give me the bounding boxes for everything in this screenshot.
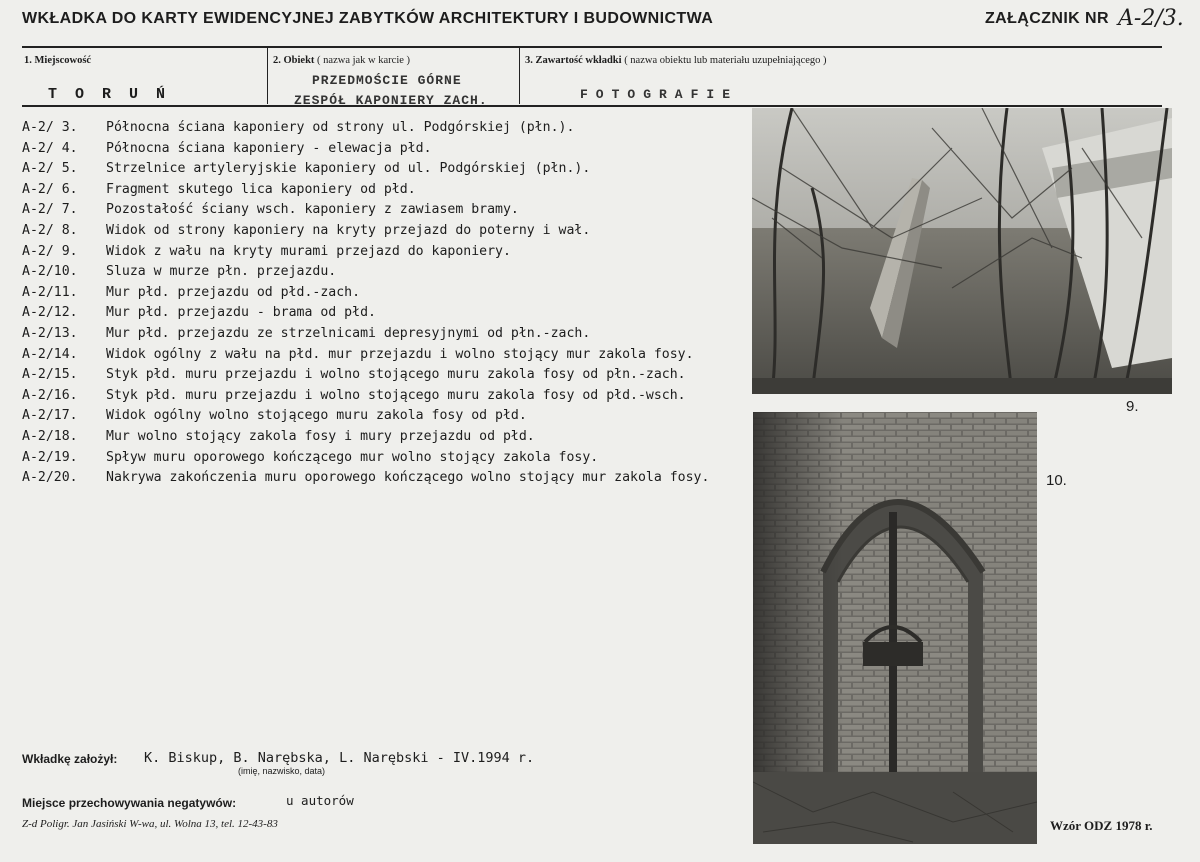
caption-entry xyxy=(22,365,747,386)
caption-text: Mur płd. przejazdu - brama od płd. xyxy=(106,305,376,321)
caption-text: Widok z wału na kryty murami przejazd do kaponiery. xyxy=(106,243,511,259)
caption-code: A-2/17. xyxy=(22,408,78,424)
caption-entry xyxy=(22,406,747,427)
negatives-label: Miejsce przechowywania negatywów: xyxy=(22,796,237,810)
caption-code: A-2/16. xyxy=(22,387,78,403)
caption-text: Widok od strony kaponiery na kryty przejazd do poterny i wał. xyxy=(106,222,591,238)
caption-text: Północna ściana kaponiery od strony ul. Podgórskiej (płn.). xyxy=(106,120,575,135)
caption-text: Północna ściana kaponiery - elewacja płd. xyxy=(106,140,432,156)
object-value-line1: PRZEDMOŚCIE GÓRNE xyxy=(312,73,462,88)
attachment-number: A-2/3. xyxy=(1118,6,1184,31)
author-hint: (imię, nazwisko, data) xyxy=(238,766,326,776)
caption-code: A-2/14. xyxy=(22,346,78,362)
caption-code: A-2/ 4. xyxy=(22,140,78,156)
caption-entry xyxy=(22,180,747,201)
caption-code: A-2/10. xyxy=(22,264,78,280)
author-value: K. Biskup, B. Narębska, L. Narębski - IV.1994 r. xyxy=(144,750,535,766)
printer-note: Z-d Poligr. Jan Jasiński W-wa, ul. Wolna 13, tel. 12-43-83 xyxy=(22,818,278,830)
caption-entry xyxy=(22,283,747,304)
caption-text: Mur wolno stojący zakola fosy i mury przejazdu od płd. xyxy=(106,428,535,444)
caption-entry xyxy=(22,448,747,469)
field-divider-2 xyxy=(519,48,520,104)
negatives-value: u autorów xyxy=(286,793,354,808)
caption-entry xyxy=(22,118,747,139)
object-label: 2. Obiekt ( nazwa jak w karcie ) xyxy=(273,55,411,66)
content-label: 3. Zawartość wkładki ( nazwa obiektu lub materiału uzupełniającego ) xyxy=(525,55,827,66)
field-divider-1 xyxy=(267,48,268,104)
caption-text: Spływ muru oporowego kończącego mur wolno stojący zakola fosy. xyxy=(106,449,599,465)
caption-code: A-2/ 3. xyxy=(22,120,78,135)
caption-text: Nakrywa zakończenia muru oporowego kończącego wolno stojący mur zakola fosy. xyxy=(106,470,710,486)
content-value: FOTOGRAFIE xyxy=(580,87,739,102)
photo-9-number: 9. xyxy=(1126,398,1139,415)
place-label: 1. Miejscowość xyxy=(24,55,92,66)
caption-entry xyxy=(22,200,747,221)
caption-entry xyxy=(22,303,747,324)
caption-code: A-2/ 5. xyxy=(22,161,78,177)
caption-text: Mur płd. przejazdu od płd.-zach. xyxy=(106,284,361,300)
caption-entry xyxy=(22,345,747,366)
caption-code: A-2/18. xyxy=(22,428,78,444)
photo-10-number: 10. xyxy=(1046,472,1067,489)
fields-bottom-rule xyxy=(22,105,1162,107)
caption-entry xyxy=(22,324,747,345)
caption-entry xyxy=(22,159,747,180)
caption-entry xyxy=(22,468,747,489)
caption-code: A-2/ 6. xyxy=(22,181,78,197)
caption-code: A-2/19. xyxy=(22,449,78,465)
caption-code: A-2/13. xyxy=(22,325,78,341)
caption-text: Styk płd. muru przejazdu i wolno stojącego muru zakola fosy od płn.-zach. xyxy=(106,367,686,383)
place-value: TORUŃ xyxy=(48,86,184,103)
caption-text: Fragment skutego lica kaponiery od płd. xyxy=(106,181,416,197)
caption-entry xyxy=(22,427,747,448)
caption-code: A-2/11. xyxy=(22,284,78,300)
form-title: WKŁADKA DO KARTY EWIDENCYJNEJ ZABYTKÓW ARCHITEKTURY I BUDOWNICTWA xyxy=(22,10,714,27)
caption-text: Strzelnice artyleryjskie kaponiery od ul. Podgórskiej (płn.). xyxy=(106,161,591,177)
caption-entry xyxy=(22,262,747,283)
caption-code: A-2/ 7. xyxy=(22,202,78,218)
photo-9 xyxy=(752,108,1172,394)
caption-code: A-2/12. xyxy=(22,305,78,321)
caption-code: A-2/ 9. xyxy=(22,243,78,259)
photo-10 xyxy=(753,412,1037,844)
caption-code: A-2/ 8. xyxy=(22,222,78,238)
caption-text: Pozostałość ściany wsch. kaponiery z zawiasem bramy. xyxy=(106,202,519,218)
photo-caption-list xyxy=(22,118,747,489)
caption-entry xyxy=(22,386,747,407)
form-model: Wzór ODZ 1978 r. xyxy=(1050,818,1153,833)
caption-code: A-2/15. xyxy=(22,367,78,383)
header-rule xyxy=(22,46,1162,48)
caption-text: Sluza w murze płn. przejazdu. xyxy=(106,264,337,280)
attachment-label: ZAŁĄCZNIK NR xyxy=(985,10,1109,27)
caption-text: Widok ogólny z wału na płd. mur przejazdu i wolno stojący mur zakola fosy. xyxy=(106,346,694,362)
object-value-line2: ZESPÓŁ KAPONIERY ZACH. xyxy=(294,93,488,105)
caption-entry xyxy=(22,221,747,242)
author-label: Wkładkę założył: xyxy=(22,752,118,766)
caption-entry xyxy=(22,242,747,263)
caption-text: Widok ogólny wolno stojącego muru zakola fosy od płd. xyxy=(106,408,527,424)
caption-text: Styk płd. muru przejazdu i wolno stojącego muru zakola fosy od płd.-wsch. xyxy=(106,387,686,403)
caption-entry xyxy=(22,139,747,160)
caption-code: A-2/20. xyxy=(22,470,78,486)
caption-text: Mur płd. przejazdu ze strzelnicami depresyjnymi od płn.-zach. xyxy=(106,325,591,341)
